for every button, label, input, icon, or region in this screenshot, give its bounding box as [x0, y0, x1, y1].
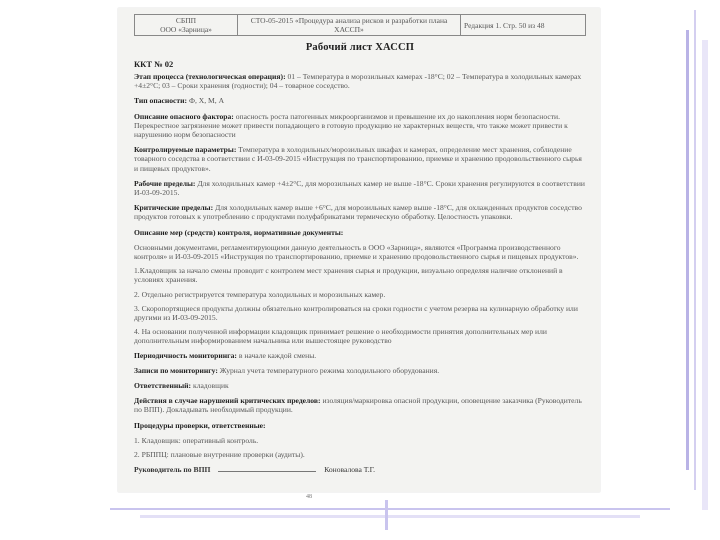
section-label: Рабочие пределы:: [134, 178, 196, 188]
control-paragraph: 3. Скоропортящиеся продукты должны обязательно контролироваться на сроки годности с учетом резерва на кулинарную обработку или другими из И-03-09-2015.: [134, 303, 578, 323]
control-paragraph: 4. На основании полученной информации кладовщик принимает решение о необходимости принятия дополнительных мер или дополнительным информированием начальника или вышестоящее руководство: [134, 327, 547, 346]
document-section: [134, 112, 586, 140]
section-text: 01 – Температура в морозильных камерах -18°С; 02 – Температура в холодильных камерах +4±2°С; 03 – Сроки хранения (годности); 04 – товарное соседство.: [134, 72, 582, 91]
header-edition: Редакция 1. Стр. 50 из 48: [461, 15, 586, 36]
verification-item: 1. Кладовщик: оперативный контроль.: [134, 435, 259, 445]
document-section: [134, 145, 586, 173]
decorative-line: [686, 30, 689, 470]
document-section: [134, 72, 586, 90]
decorative-line: [385, 500, 388, 530]
signature-blank: [218, 464, 316, 472]
control-paragraph: 1.Кладовщик за начало смены проводит с контролем мест хранения сырья и продукции, визуально определяя наличие отклонений в условиях хранения.: [134, 266, 563, 285]
document-header-table: [134, 14, 586, 36]
section-label: Записи по мониторингу:: [134, 365, 218, 375]
header-org-line1: СБПП: [175, 16, 197, 25]
control-paragraph: Основными документами, регламентирующими данную деятельность в ООО «Зарница», являются «Программа производственного контроля» и И-03-09-2015 «Инструкция по транспортированию, приемке и хранению продовольственного сырья и пищевых продуктов».: [134, 242, 579, 262]
document-section: [134, 179, 586, 197]
signature-line: [134, 464, 586, 474]
sections-part-2: [134, 351, 586, 430]
section-label: Описание опасного фактора:: [134, 111, 234, 121]
section-label: Описание мер (средств) контроля, нормативные документы:: [134, 227, 344, 237]
section-label: Периодичность мониторинга:: [134, 350, 237, 360]
verification-procedures: [134, 436, 586, 459]
decorative-line: [110, 508, 670, 510]
section-text: Журнал учета температурного режима холодильного оборудования.: [219, 365, 440, 375]
header-organization: [135, 15, 238, 36]
document-section: [134, 351, 586, 360]
document-section: [134, 381, 586, 390]
section-text: Для холодильных камер +4±2°С, для морозильных камер не выше -18°С. Сроки хранения регулируются в соответствии И-03-09-2015.: [134, 178, 585, 198]
section-label: Критические пределы:: [134, 203, 214, 213]
section-text: в начале каждой смены.: [238, 350, 317, 360]
section-text: Ф, Х, М, А: [188, 96, 225, 106]
section-label: Ответственный:: [134, 381, 192, 391]
header-org-line2: ООО «Зарница»: [160, 25, 212, 34]
control-measures-paragraphs: [134, 243, 586, 346]
document-title: Рабочий лист ХАССП: [305, 42, 415, 53]
section-label: Контролируемые параметры:: [134, 145, 237, 155]
document-section: [134, 96, 586, 105]
document-section: [134, 396, 586, 414]
section-label: Процедуры проверки, ответственные:: [134, 420, 266, 430]
document-body: [134, 14, 586, 475]
header-document-code: СТО-05-2015 «Процедура анализа рисков и разработки плана ХАССП»: [238, 15, 461, 36]
sections-part-1: [134, 72, 586, 237]
control-paragraph: 2. Отдельно регистрируется температура холодильных и морозильных камер.: [134, 289, 386, 299]
signature-name: Коновалова Т.Г.: [324, 465, 376, 475]
decorative-line: [694, 10, 696, 490]
verification-item: 2. РБППЦ: плановые внутренние проверки (аудиты).: [134, 450, 305, 460]
section-text: опасность роста патогенных микроорганизмов и превышение их до накопления норм безопасности. Перекрестное загрязнение может привести попадающего в готовую продукцию не характерных веществ, что также может привести к нарушению норм безопасности: [134, 111, 568, 140]
section-label: Тип опасности:: [134, 96, 188, 106]
document-section: [134, 228, 586, 237]
section-text: кладовщик: [193, 381, 229, 391]
scanned-document-page: [118, 8, 600, 500]
document-section: [134, 366, 586, 375]
page-number: 48: [306, 494, 312, 500]
section-label: Действия в случае нарушений критических пределов:: [134, 396, 321, 406]
ccp-number: ККТ № 02: [134, 59, 174, 69]
section-text: Температура в холодильных/морозильных шкафах и камерах, определение мест хранения, соблюдение товарного соседства в соответствии с И-03-09-2015 «Инструкция по транспортированию, приемке и хранению продовольственного сырья и пищевых продуктов».: [134, 145, 582, 173]
section-label: Этап процесса (технологическая операция):: [134, 72, 286, 81]
signature-label: Руководитель по ВПП: [134, 465, 211, 475]
document-section: [134, 421, 586, 430]
section-text: изоляция/маркировка опасной продукции, оповещение заказчика (Руководитель по ВПП). Докладывать необходимый продукции.: [134, 396, 582, 415]
decorative-line: [702, 40, 708, 510]
decorative-line: [140, 515, 640, 518]
document-section: [134, 203, 586, 221]
section-text: Для холодильных камер выше +6°С, для морозильных камер выше -18°С, для охлажденных продуктов соседство продуктов готовых к употреблению с продуктами полуфабрикатами термическую обработку. Целостность упаковки.: [134, 203, 582, 222]
